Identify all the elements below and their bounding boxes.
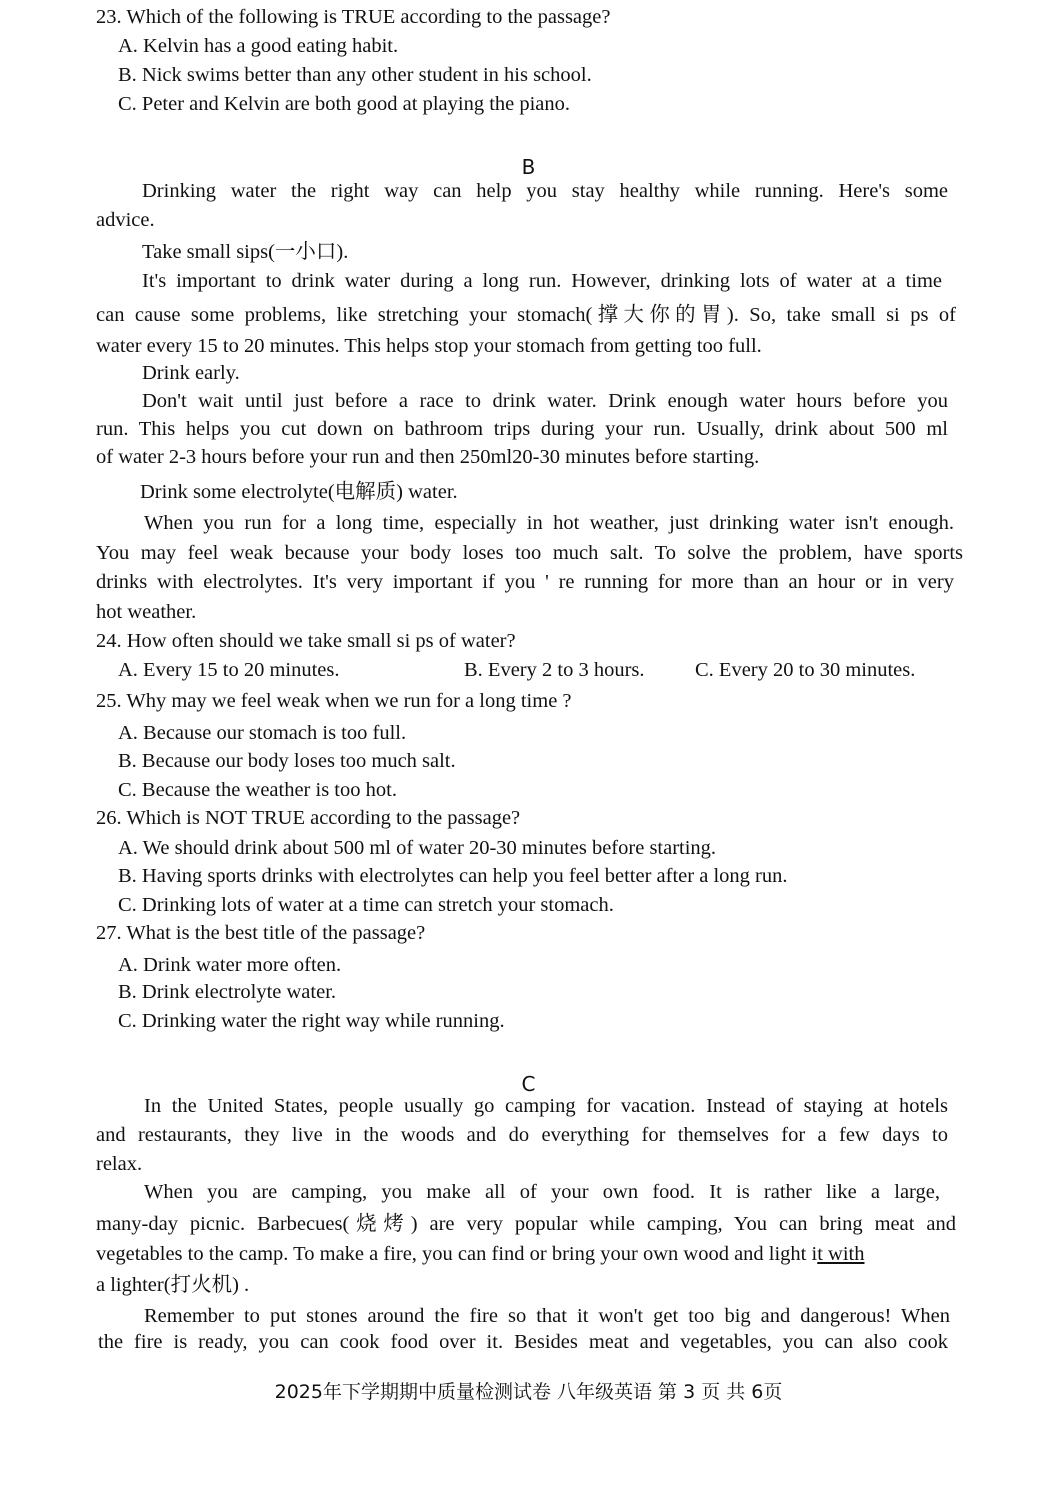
question-27: 27. What is the best title of the passage? (96, 922, 426, 944)
section-b-para4-line4: hot weather. (96, 601, 197, 623)
question-24: 24. How often should we take small si ps of water? (96, 630, 516, 652)
q25-option-b: B. Because our body loses too much salt. (118, 750, 456, 772)
section-b-para3-line2: run. This helps you cut down on bathroom trips during your run. Usually, drink about 500 ml (96, 418, 948, 440)
q25-option-c: C. Because the weather is too hot. (118, 779, 397, 801)
section-b-heading: B (521, 155, 536, 179)
section-c-para1-line3: relax. (96, 1153, 143, 1175)
section-c-para2-line1: When you are camping, you make all of your own food. It is rather like a large, (144, 1181, 940, 1203)
section-b-para4-line1: When you run for a long time, especially in hot weather, just drinking water isn't enough. (144, 512, 954, 534)
q23-option-a: A. Kelvin has a good eating habit. (118, 35, 399, 57)
section-b-para1-line1: Drinking water the right way can help you stay healthy while running. Here's some (142, 180, 948, 202)
page-footer: 2025年下学期期中质量检测试卷 八年级英语 第 3 页 共 6页 (274, 1381, 783, 1403)
question-26: 26. Which is NOT TRUE according to the passage? (96, 807, 521, 829)
section-b-para1-line2: advice. (96, 209, 155, 231)
section-b-heading-early: Drink early. (142, 362, 240, 384)
q23-option-c: C. Peter and Kelvin are both good at playing the piano. (118, 93, 571, 115)
q27-option-a: A. Drink water more often. (118, 954, 342, 976)
section-b-heading-electrolyte: Drink some electrolyte(电解质) water. (140, 481, 458, 503)
q24-option-a: A. Every 15 to 20 minutes. (118, 659, 340, 681)
q24-option-b: B. Every 2 to 3 hours. (464, 659, 645, 681)
q26-option-a: A. We should drink about 500 ml of water 20-30 minutes before starting. (118, 837, 717, 859)
section-c-heading: C (521, 1072, 536, 1096)
q26-option-c: C. Drinking lots of water at a time can stretch your stomach. (118, 894, 614, 916)
section-b-para4-line3: drinks with electrolytes. It's very important if you ' re running for more than an hour or in very (96, 571, 954, 593)
q27-option-c: C. Drinking water the right way while running. (118, 1010, 505, 1032)
question-25: 25. Why may we feel weak when we run for a long time ? (96, 690, 572, 712)
section-c-para1-line1: In the United States, people usually go camping for vacation. Instead of staying at hotels (144, 1095, 948, 1117)
section-b-para2-line2: can cause some problems, like stretching your stomach(撑大你的胃). So, take small si ps of (96, 304, 956, 326)
section-c-para1-line2: and restaurants, they live in the woods and do everything for themselves for a few days to (96, 1124, 948, 1146)
section-c-para2-line3 (96, 1242, 864, 1266)
section-b-para3-line3: of water 2-3 hours before your run and then 250ml20-30 minutes before starting. (96, 446, 760, 468)
section-c-para3-line2: the fire is ready, you can cook food over it. Besides meat and vegetables, you can also cook (98, 1331, 948, 1353)
q25-option-a: A. Because our stomach is too full. (118, 722, 407, 744)
section-c-para2-line4: a lighter(打火机) . (96, 1274, 250, 1296)
section-c-para2-line2: many-day picnic. Barbecues(烧烤) are very popular while camping, You can bring meat and (96, 1213, 956, 1235)
question-23: 23. Which of the following is TRUE according to the passage? (96, 6, 611, 28)
section-c-underlined-text: t with (817, 1243, 865, 1265)
section-b-para2-line1: It's important to drink water during a long run. However, drinking lots of water at a time (142, 270, 942, 292)
q27-option-b: B. Drink electrolyte water. (118, 981, 337, 1003)
section-b-para2-line3: water every 15 to 20 minutes. This helps stop your stomach from getting too full. (96, 335, 762, 357)
section-b-para3-line1: Don't wait until just before a race to drink water. Drink enough water hours before you (142, 390, 948, 412)
q23-option-b: B. Nick swims better than any other student in his school. (118, 64, 592, 86)
q26-option-b: B. Having sports drinks with electrolytes can help you feel better after a long run. (118, 865, 788, 887)
section-c-para2-line3-text: vegetables to the camp. To make a fire, you can find or bring your own wood and light i (96, 1243, 818, 1265)
section-c-para3-line1: Remember to put stones around the fire so that it won't get too big and dangerous! When (144, 1305, 950, 1327)
section-b-para4-line2: You may feel weak because your body loses too much salt. To solve the problem, have sports (96, 542, 963, 564)
q24-option-c: C. Every 20 to 30 minutes. (695, 659, 916, 681)
section-b-heading-sips: Take small sips(一小口). (142, 241, 349, 263)
